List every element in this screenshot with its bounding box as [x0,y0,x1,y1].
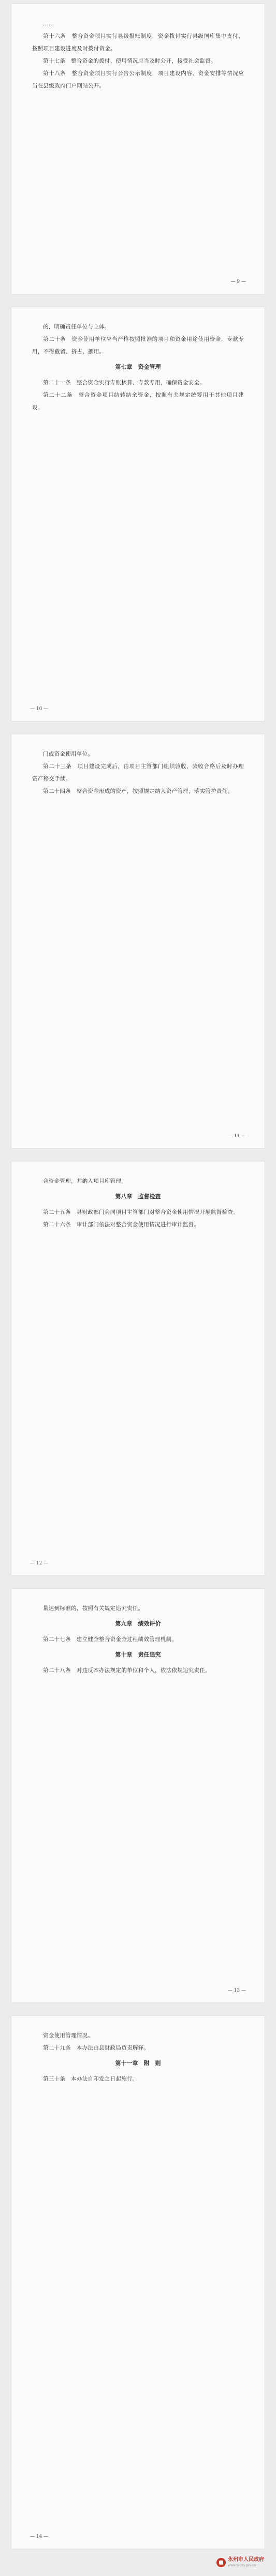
paragraph: 第二十九条 本办法由县财政局负责解释。 [43,2045,150,2051]
page-number: — 9 — [230,279,246,284]
paragraph: 第二十七条 建立健全整合资金全过程绩效管理机制。 [43,1636,178,1643]
document-page [11,734,265,1148]
chapter-heading: 第十一章 附 则 [115,2060,161,2067]
document-page [11,2016,265,2549]
chapter-heading: 第十章 责任追究 [115,1651,161,1658]
paragraph: 第二十一条 整合资金实行专账核算、专款专用，确保资金安全。 [43,380,206,386]
paragraph: 第二十八条 对违反本办法规定的单位和个人，依法依规追究责任。 [43,1667,211,1674]
watermark-title: 永州市人民政府 [228,2557,264,2563]
paragraph: 第二十二条 整合资金项目结转结余资金，按照有关规定统筹用于其他项目建设。 [32,392,244,411]
paragraph: 第二十三条 项目建设完成后，由项目主管部门组织验收，验收合格后及时办理资产移交手续。 [32,763,244,782]
paragraph: 量达到标准的，按照有关规定追究责任。 [43,1605,144,1611]
paragraph: 的，明确责任单位与主体。 [43,324,110,330]
paragraph: 第三十条 本办法自印发之日起施行。 [43,2076,138,2082]
paragraph: 第二十六条 审计部门依法对整合资金使用情况进行审计监督。 [43,1222,200,1228]
chapter-heading: 第七章 资金管理 [115,364,161,370]
paragraph: 资金使用管理情况。 [43,2032,94,2039]
chapter-heading: 第八章 监督检查 [115,1193,161,1200]
document-page [11,307,265,721]
paragraph: 第十八条 整合资金项目实行公告公示制度，项目建设内容、资金安排等情况应当在县级政府门户网站公开。 [32,70,244,89]
document-page [11,4,265,294]
page-number: — 12 — [30,1561,49,1566]
paragraph: 第二十五条 县财政部门会同项目主管部门对整合资金使用情况开展监督检查。 [43,1209,239,1215]
document-page [11,1589,265,2002]
paragraph: 第二十条 资金使用单位应当严格按照批准的项目和资金用途使用资金，专款专用，不得截留、挤占、挪用。 [32,336,244,355]
government-emblem-icon [216,2558,226,2567]
page-number: — 10 — [30,706,49,712]
page-number: — 11 — [227,1134,246,1139]
paragraph: 门或资金使用单位。 [43,751,94,757]
page-number: — 13 — [227,1988,246,1993]
paragraph: 第二十四条 整合资金形成的资产，按照规定纳入资产管理，落实管护责任。 [43,788,234,794]
watermark-url: www.yzcity.gov.cn [228,2564,256,2567]
document-page [11,1162,265,1575]
paragraph: 第十六条 整合资金项目实行县级报账制度，资金拨付实行县级国库集中支付，按照项目建设进度及时拨付资金。 [32,33,244,52]
paragraph: 合资金管理，并纳入项目库管理。 [43,1178,127,1184]
site-watermark [216,2553,272,2572]
chapter-heading: 第九章 绩效评价 [115,1620,161,1627]
paragraph: …… [43,21,54,27]
page-number: — 14 — [30,2534,49,2539]
paragraph: 第十七条 整合资金的拨付、使用情况应当及时公开，接受社会监督。 [43,58,216,64]
